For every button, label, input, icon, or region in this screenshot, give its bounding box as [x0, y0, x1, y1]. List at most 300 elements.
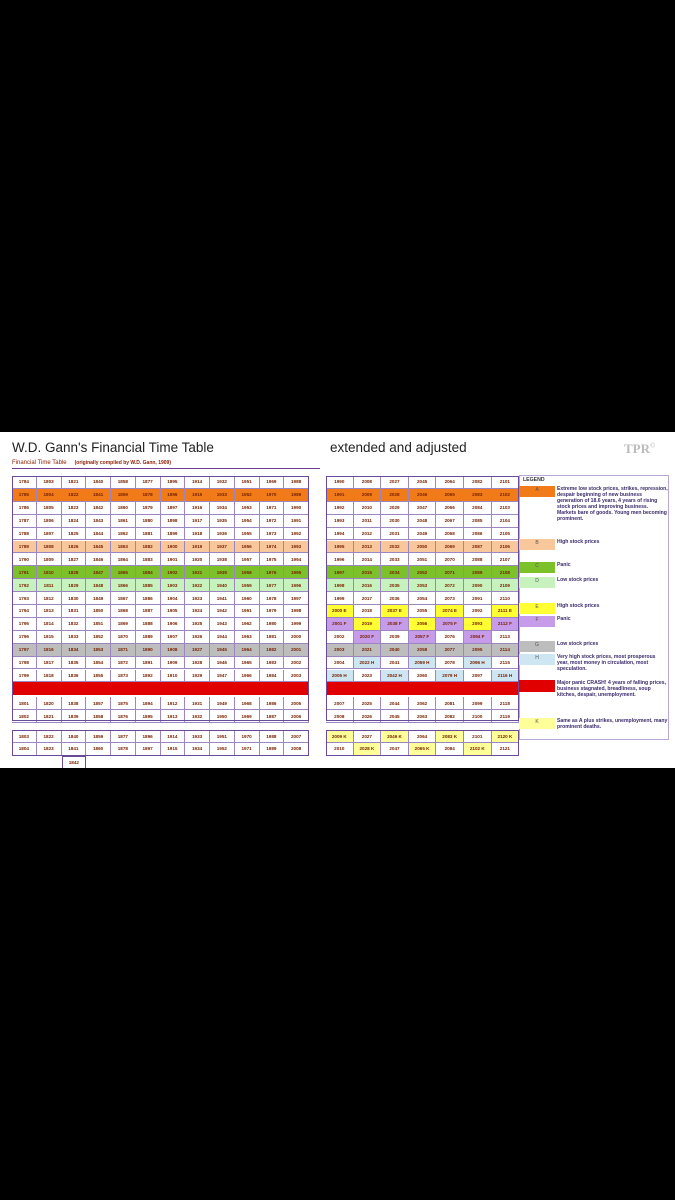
year-cell: 1925 [185, 618, 210, 631]
year-cell: 2008 [354, 476, 382, 489]
year-cell: 2064 [436, 476, 464, 489]
year-cell: 1932 [210, 476, 235, 489]
year-cell: 1815 [37, 631, 62, 644]
year-cell: 2112 F [492, 618, 520, 631]
year-cell: 1864 [111, 553, 136, 566]
year-cell: 2100 [464, 710, 492, 723]
year-cell: 1975 [260, 553, 285, 566]
legend-swatch-e: E [519, 603, 555, 614]
crash-band-cell [284, 682, 309, 695]
year-cell: 2006 [284, 710, 309, 723]
year-cell: 1799 [12, 670, 37, 683]
year-cell: 1875 [111, 697, 136, 710]
year-cell: 1850 [86, 605, 111, 618]
year-cell: 1887 [136, 605, 161, 618]
financial-time-table-panel [0, 432, 675, 768]
year-cell: 2081 [436, 697, 464, 710]
year-cell: 2070 [436, 553, 464, 566]
year-cell: 1873 [111, 670, 136, 683]
year-cell: 2013 [354, 541, 382, 554]
year-cell: 1814 [37, 618, 62, 631]
year-cell: 1822 [37, 730, 62, 743]
year-cell: 2008 [326, 710, 354, 723]
year-cell: 1892 [136, 670, 161, 683]
subtitle-text: Financial Time Table [12, 460, 67, 466]
year-cell: 1823 [62, 502, 87, 515]
year-cell: 1932 [185, 710, 210, 723]
year-cell: 1974 [260, 541, 285, 554]
year-cell: 1955 [235, 528, 260, 541]
year-cell: 2116 H [492, 670, 520, 683]
year-cell: 1842 [86, 502, 111, 515]
year-cell: 1910 [161, 670, 186, 683]
year-cell: 1865 [111, 566, 136, 579]
year-cell: 1877 [136, 476, 161, 489]
year-cell: 2089 [464, 566, 492, 579]
legend-swatch-crash [519, 680, 555, 692]
legend-header: LEGEND [523, 477, 545, 483]
crash-band-cell [161, 682, 186, 695]
year-cell: 1826 [62, 541, 87, 554]
year-cell: 1891 [136, 657, 161, 670]
year-cell: 2055 [409, 605, 437, 618]
year-cell: 1848 [86, 579, 111, 592]
year-cell: 1929 [185, 670, 210, 683]
year-cell: 1964 [235, 644, 260, 657]
year-cell: 1798 [12, 657, 37, 670]
year-cell: 1812 [37, 592, 62, 605]
year-cell: 1998 [284, 605, 309, 618]
year-cell: 2078 [436, 657, 464, 670]
year-cell: 1982 [260, 644, 285, 657]
legend-text: Low stock prices [557, 577, 599, 583]
year-cell: 2076 [436, 631, 464, 644]
year-cell: 2083 K [436, 730, 464, 743]
year-cell: 1880 [136, 515, 161, 528]
crash-band-cell [111, 682, 136, 695]
brand-text: TPR [624, 441, 650, 456]
year-cell: 2034 [381, 566, 409, 579]
year-cell: 1917 [185, 515, 210, 528]
year-cell: 2121 [492, 743, 520, 756]
year-cell: 1905 [161, 605, 186, 618]
year-cell: 1860 [111, 502, 136, 515]
year-cell: 1894 [136, 697, 161, 710]
year-cell: 1820 [37, 697, 62, 710]
year-cell: 2046 K [381, 730, 409, 743]
year-cell: 2085 [464, 515, 492, 528]
legend-text: Extreme low stock prices, strikes, repression, despair beginning of new business generation of 18.6 years, 4 years of rising stock prices and improving business. Markets bare of goods. Young men becoming prominent. [557, 486, 668, 523]
year-cell: 2060 [409, 670, 437, 683]
year-cell: 1928 [185, 657, 210, 670]
year-cell: 2092 [464, 605, 492, 618]
year-cell: 1971 [235, 743, 260, 756]
year-cell: 1915 [185, 489, 210, 502]
year-cell: 1790 [12, 553, 37, 566]
year-cell: 1888 [136, 618, 161, 631]
year-cell: 2008 [284, 743, 309, 756]
year-cell: 1883 [136, 553, 161, 566]
year-cell: 1977 [260, 579, 285, 592]
year-cell: 2007 [284, 730, 309, 743]
crash-band-cell [354, 682, 382, 695]
year-cell: 2067 [436, 515, 464, 528]
year-cell: 1989 [260, 743, 285, 756]
year-cell: 1895 [161, 476, 186, 489]
year-cell: 1813 [37, 605, 62, 618]
year-cell: 1882 [136, 541, 161, 554]
year-cell: 2110 [492, 592, 520, 605]
year-cell: 1914 [161, 730, 186, 743]
year-cell: 1827 [62, 553, 87, 566]
year-cell: 2039 [381, 631, 409, 644]
year-cell: 2065 [436, 489, 464, 502]
year-cell: 1824 [62, 515, 87, 528]
year-cell: 2044 [381, 697, 409, 710]
year-cell: 2009 [354, 489, 382, 502]
year-cell: 2058 [409, 644, 437, 657]
year-cell: 2001 [284, 644, 309, 657]
year-cell: 1938 [210, 553, 235, 566]
year-cell: 2028 [381, 489, 409, 502]
year-cell: 1988 [260, 730, 285, 743]
year-cell: 1926 [185, 631, 210, 644]
year-cell: 1786 [12, 502, 37, 515]
year-cell: 2018 [354, 605, 382, 618]
year-cell: 1855 [86, 670, 111, 683]
year-cell: 1846 [86, 553, 111, 566]
year-cell: 1961 [235, 605, 260, 618]
year-cell: 1962 [235, 618, 260, 631]
year-cell: 1934 [185, 743, 210, 756]
year-cell: 1832 [62, 618, 87, 631]
year-cell: 2015 [354, 566, 382, 579]
year-cell: 1971 [260, 502, 285, 515]
year-cell: 1803 [37, 476, 62, 489]
year-cell: 1852 [86, 631, 111, 644]
year-cell: 2077 [436, 644, 464, 657]
year-cell: 1968 [235, 697, 260, 710]
year-cell: 2104 [492, 515, 520, 528]
year-cell: 1840 [62, 730, 87, 743]
year-cell: 1787 [12, 515, 37, 528]
year-cell: 1952 [235, 489, 260, 502]
legend-swatch-f: F [519, 616, 555, 627]
legend-swatch-d: D [519, 577, 555, 588]
year-cell: 2025 [354, 697, 382, 710]
year-cell: 1876 [111, 710, 136, 723]
year-cell: 2045 [409, 476, 437, 489]
year-cell: 2082 [464, 476, 492, 489]
year-cell: 2030 [381, 515, 409, 528]
year-cell: 2023 [354, 670, 382, 683]
year-cell: 2020 F [354, 631, 382, 644]
year-cell: 2021 [354, 644, 382, 657]
year-cell: 2064 [409, 730, 437, 743]
year-cell: 1937 [210, 541, 235, 554]
year-cell: 2010 [354, 502, 382, 515]
year-cell: 1998 [326, 579, 354, 592]
year-cell: 2035 [381, 579, 409, 592]
legend-swatch-k: K [519, 718, 555, 729]
year-cell: 2068 [436, 528, 464, 541]
year-cell: 1914 [185, 476, 210, 489]
year-cell: 1803 [12, 730, 37, 743]
year-cell: 1881 [136, 528, 161, 541]
year-cell: 1951 [235, 476, 260, 489]
year-cell: 1804 [37, 489, 62, 502]
legend-swatch-g: G [519, 641, 555, 652]
title-extended: extended and adjusted [330, 440, 467, 455]
year-cell: 1890 [136, 644, 161, 657]
year-cell: 2056 [409, 618, 437, 631]
year-cell: 1860 [86, 743, 111, 756]
year-cell: 1915 [161, 743, 186, 756]
legend-text: Same as A plus strikes, unemployment, many prominent deaths. [557, 718, 668, 731]
year-cell: 2088 [464, 553, 492, 566]
year-cell: 1789 [12, 541, 37, 554]
year-cell: 2009 K [326, 730, 354, 743]
year-cell: 1886 [136, 592, 161, 605]
year-cell: 1995 [284, 566, 309, 579]
year-cell: 1870 [111, 631, 136, 644]
year-cell: 1918 [185, 528, 210, 541]
year-cell: 1934 [210, 502, 235, 515]
year-cell: 2016 [354, 579, 382, 592]
year-cell: 1785 [12, 489, 37, 502]
year-cell: 2099 [464, 697, 492, 710]
year-cell: 1993 [284, 541, 309, 554]
year-cell: 1822 [62, 489, 87, 502]
year-cell: 1818 [37, 670, 62, 683]
subtitle-note: (originally compiled by W.D. Gann, 1909) [74, 460, 172, 466]
year-cell: 1997 [284, 592, 309, 605]
year-cell: 1816 [37, 644, 62, 657]
year-cell: 1997 [326, 566, 354, 579]
year-cell: 1969 [235, 710, 260, 723]
year-cell: 1839 [62, 710, 87, 723]
year-cell: 1973 [260, 528, 285, 541]
year-cell: 2047 [381, 743, 409, 756]
year-cell: 1871 [111, 644, 136, 657]
year-cell: 1970 [235, 730, 260, 743]
year-cell: 1841 [86, 489, 111, 502]
year-cell: 1878 [111, 743, 136, 756]
year-cell: 1823 [37, 743, 62, 756]
year-cell: 1989 [284, 489, 309, 502]
year-cell: 1990 [284, 502, 309, 515]
year-cell: 1842 [62, 756, 87, 768]
year-cell: 1908 [161, 644, 186, 657]
year-cell: 2111 E [492, 605, 520, 618]
year-cell: 2019 [354, 618, 382, 631]
year-cell: 1933 [185, 730, 210, 743]
year-cell: 1829 [62, 579, 87, 592]
year-cell: 2014 [354, 553, 382, 566]
year-cell: 1958 [235, 566, 260, 579]
year-cell: 1885 [136, 579, 161, 592]
year-cell: 2029 [381, 502, 409, 515]
year-cell: 1898 [161, 515, 186, 528]
year-cell: 1978 [260, 592, 285, 605]
year-cell: 2050 [409, 541, 437, 554]
year-cell: 1942 [210, 605, 235, 618]
year-cell: 2084 [464, 502, 492, 515]
year-cell: 1944 [210, 631, 235, 644]
year-cell: 2097 [464, 670, 492, 683]
year-cell: 1868 [111, 605, 136, 618]
year-cell: 1828 [62, 566, 87, 579]
year-cell: 1805 [37, 502, 62, 515]
legend-swatch-b: B [519, 539, 555, 550]
year-cell: 2032 [381, 541, 409, 554]
year-cell: 1794 [12, 605, 37, 618]
crash-band-cell [235, 682, 260, 695]
year-cell: 2102 K [464, 743, 492, 756]
year-cell: 1838 [62, 697, 87, 710]
year-cell: 1991 [326, 489, 354, 502]
year-cell: 2107 [492, 553, 520, 566]
year-cell: 1833 [62, 631, 87, 644]
year-cell: 2059 H [409, 657, 437, 670]
year-cell: 1981 [260, 631, 285, 644]
year-cell: 1988 [284, 476, 309, 489]
year-cell: 2062 [409, 697, 437, 710]
year-cell: 1851 [86, 618, 111, 631]
year-cell: 2026 [354, 710, 382, 723]
year-cell: 2033 [381, 553, 409, 566]
year-cell: 2004 [326, 657, 354, 670]
year-cell: 2079 H [436, 670, 464, 683]
year-cell: 2073 [436, 592, 464, 605]
year-cell: 1986 [260, 697, 285, 710]
year-cell: 1952 [210, 743, 235, 756]
year-cell: 1793 [12, 592, 37, 605]
year-cell: 1940 [210, 579, 235, 592]
crash-band-cell [12, 682, 37, 695]
year-cell: 1946 [210, 657, 235, 670]
year-cell: 2118 [492, 697, 520, 710]
year-cell: 2096 H [464, 657, 492, 670]
year-cell: 1996 [326, 553, 354, 566]
year-cell: 2119 [492, 710, 520, 723]
legend-swatch-a: A [519, 486, 555, 497]
year-cell: 1899 [161, 528, 186, 541]
crash-band-cell [185, 682, 210, 695]
year-cell: 2002 [326, 631, 354, 644]
year-cell: 2074 E [436, 605, 464, 618]
year-cell: 1806 [37, 515, 62, 528]
crash-band-cell [464, 682, 492, 695]
year-cell: 2005 [284, 697, 309, 710]
year-cell: 1921 [185, 566, 210, 579]
year-cell: 1976 [260, 566, 285, 579]
year-cell: 1836 [62, 670, 87, 683]
year-cell: 2072 [436, 579, 464, 592]
year-cell: 2101 [492, 476, 520, 489]
year-cell: 1980 [260, 618, 285, 631]
year-cell: 1797 [12, 644, 37, 657]
year-cell: 2031 [381, 528, 409, 541]
year-cell: 2002 [284, 657, 309, 670]
year-cell: 2114 [492, 644, 520, 657]
year-cell: 2113 [492, 631, 520, 644]
year-cell: 2036 [381, 592, 409, 605]
year-cell: 1920 [185, 553, 210, 566]
crash-band-cell [326, 682, 354, 695]
year-cell: 1999 [326, 592, 354, 605]
year-cell: 2041 [381, 657, 409, 670]
year-cell: 1923 [185, 592, 210, 605]
year-cell: 2090 [464, 579, 492, 592]
year-cell: 2101 [464, 730, 492, 743]
year-cell: 1840 [86, 476, 111, 489]
year-cell: 1844 [86, 528, 111, 541]
year-cell: 2095 [464, 644, 492, 657]
year-cell: 1858 [111, 476, 136, 489]
year-cell: 1845 [86, 541, 111, 554]
year-cell: 1949 [210, 697, 235, 710]
year-cell: 1861 [111, 515, 136, 528]
year-cell: 1867 [111, 592, 136, 605]
year-cell: 1878 [136, 489, 161, 502]
year-cell: 1912 [161, 697, 186, 710]
year-cell: 2102 [492, 489, 520, 502]
year-cell: 2027 [381, 476, 409, 489]
year-cell: 1791 [12, 566, 37, 579]
year-cell: 1802 [12, 710, 37, 723]
year-cell: 1966 [235, 670, 260, 683]
year-cell: 1869 [111, 618, 136, 631]
year-cell: 1862 [111, 528, 136, 541]
year-cell: 1809 [37, 553, 62, 566]
year-cell: 1947 [210, 670, 235, 683]
year-cell: 1810 [37, 566, 62, 579]
crash-band-cell [492, 682, 520, 695]
year-cell: 1835 [62, 657, 87, 670]
year-cell: 2109 [492, 579, 520, 592]
year-cell: 1996 [284, 579, 309, 592]
year-cell: 1859 [111, 489, 136, 502]
year-cell: 1960 [235, 592, 260, 605]
year-cell: 1951 [210, 730, 235, 743]
year-cell: 1999 [284, 618, 309, 631]
year-cell: 2093 [464, 618, 492, 631]
crash-band-cell [409, 682, 437, 695]
year-cell: 1969 [260, 476, 285, 489]
year-cell: 1849 [86, 592, 111, 605]
year-cell: 2087 [464, 541, 492, 554]
year-cell: 2047 [409, 502, 437, 515]
crash-band-cell [86, 682, 111, 695]
year-cell: 1897 [161, 502, 186, 515]
year-cell: 1866 [111, 579, 136, 592]
year-cell: 2066 [436, 502, 464, 515]
year-cell: 1796 [12, 631, 37, 644]
year-cell: 1847 [86, 566, 111, 579]
year-cell: 2048 [409, 515, 437, 528]
year-cell: 1924 [185, 605, 210, 618]
crash-band-cell [136, 682, 161, 695]
page-title: W.D. Gann's Financial Time Table [12, 440, 214, 455]
year-cell: 1983 [260, 657, 285, 670]
year-cell: 2053 [409, 579, 437, 592]
year-cell: 2115 [492, 657, 520, 670]
year-cell: 1825 [62, 528, 87, 541]
year-cell: 1979 [260, 605, 285, 618]
legend-text: Panic [557, 616, 571, 622]
year-cell: 2091 [464, 592, 492, 605]
